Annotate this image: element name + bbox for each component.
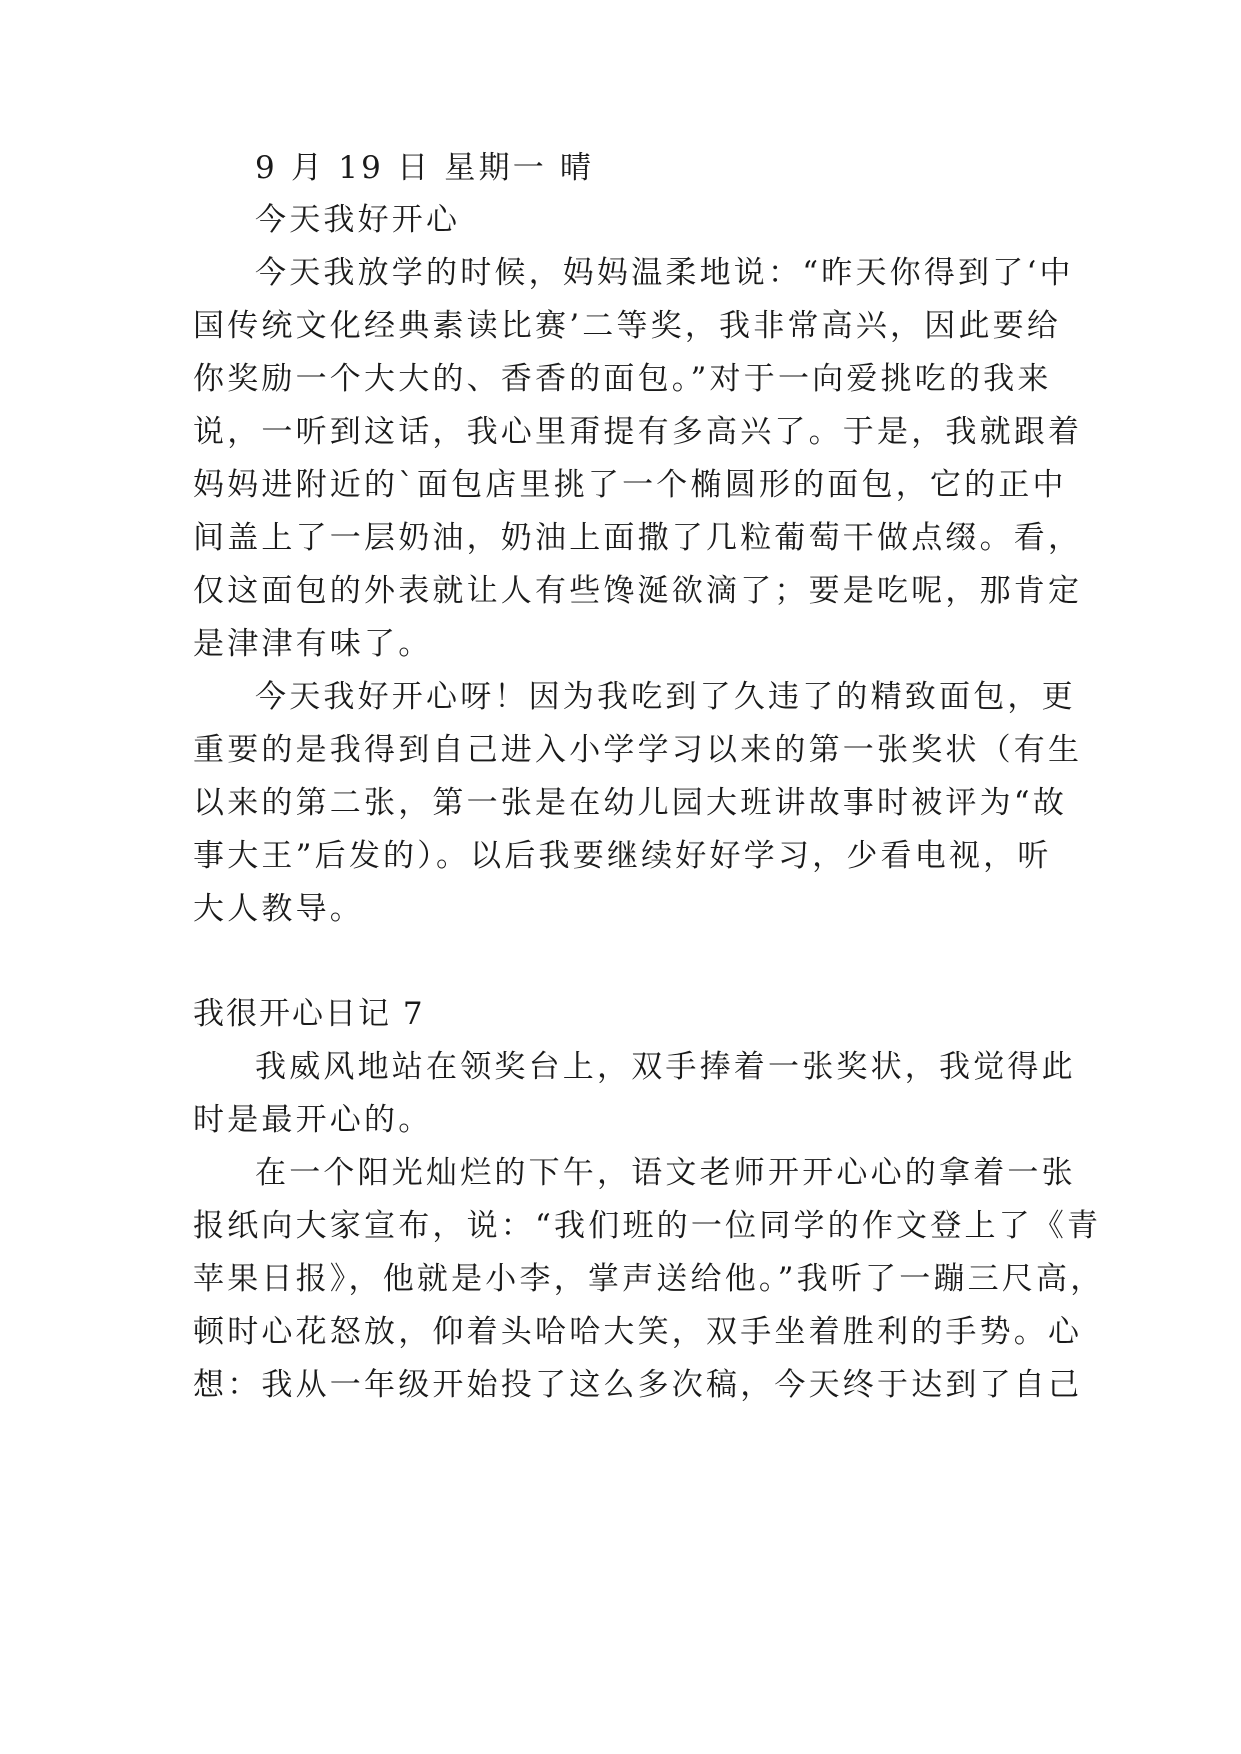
paragraph-line: 说，一听到这话，我心里甭提有多高兴了。于是，我就跟着 (193, 414, 1083, 450)
paragraph-line: 在一个阳光灿烂的下午，语文老师开开心心的拿着一张 (255, 1155, 1076, 1191)
paragraph-line: 今天我放学的时候，妈妈温柔地说：“昨天你得到了‘中 (255, 255, 1074, 291)
paragraph-line: 重要的是我得到自己进入小学学习以来的第一张奖状（有生 (193, 732, 1083, 768)
paragraph-line: 是津津有味了。 (193, 626, 433, 662)
entry-title: 今天我好开心 (255, 202, 461, 238)
paragraph-line: 仅这面包的外表就让人有些馋涎欲滴了；要是吃呢，那肯定 (193, 573, 1083, 609)
entry-date-line: 9 月 19 日 星期一 晴 (255, 150, 595, 186)
paragraph-line: 事大王”后发的）。以后我要继续好好学习，少看电视，听 (193, 838, 1052, 874)
paragraph-line: 想：我从一年级开始投了这么多次稿，今天终于达到了自己 (193, 1367, 1083, 1403)
paragraph-line: 以来的第二张，第一张是在幼儿园大班讲故事时被评为“故 (193, 785, 1068, 821)
section-heading: 我很开心日记 7 (193, 996, 425, 1032)
paragraph-line: 你奖励一个大大的、香香的面包。”对于一向爱挑吃的我来 (193, 361, 1052, 397)
paragraph-line: 大人教导。 (193, 891, 364, 927)
paragraph-line: 国传统文化经典素读比赛’二等奖，我非常高兴，因此要给 (193, 308, 1062, 344)
paragraph-line: 苹果日报》，他就是小李，掌声送给他。”我听了一蹦三尺高， (193, 1261, 1105, 1297)
paragraph-line: 今天我好开心呀！因为我吃到了久违了的精致面包，更 (255, 679, 1076, 715)
paragraph-line: 顿时心花怒放，仰着头哈哈大笑，双手坐着胜利的手势。心 (193, 1314, 1083, 1350)
paragraph-line: 报纸向大家宣布，说：“我们班的一位同学的作文登上了《青 (193, 1208, 1102, 1244)
paragraph-line: 间盖上了一层奶油，奶油上面撒了几粒葡萄干做点缀。看， (193, 520, 1083, 556)
paragraph-line: 妈妈进附近的`面包店里挑了一个椭圆形的面包，它的正中 (193, 467, 1067, 503)
paragraph-line: 我威风地站在领奖台上，双手捧着一张奖状，我觉得此 (255, 1049, 1076, 1085)
paragraph-line: 时是最开心的。 (193, 1102, 433, 1138)
